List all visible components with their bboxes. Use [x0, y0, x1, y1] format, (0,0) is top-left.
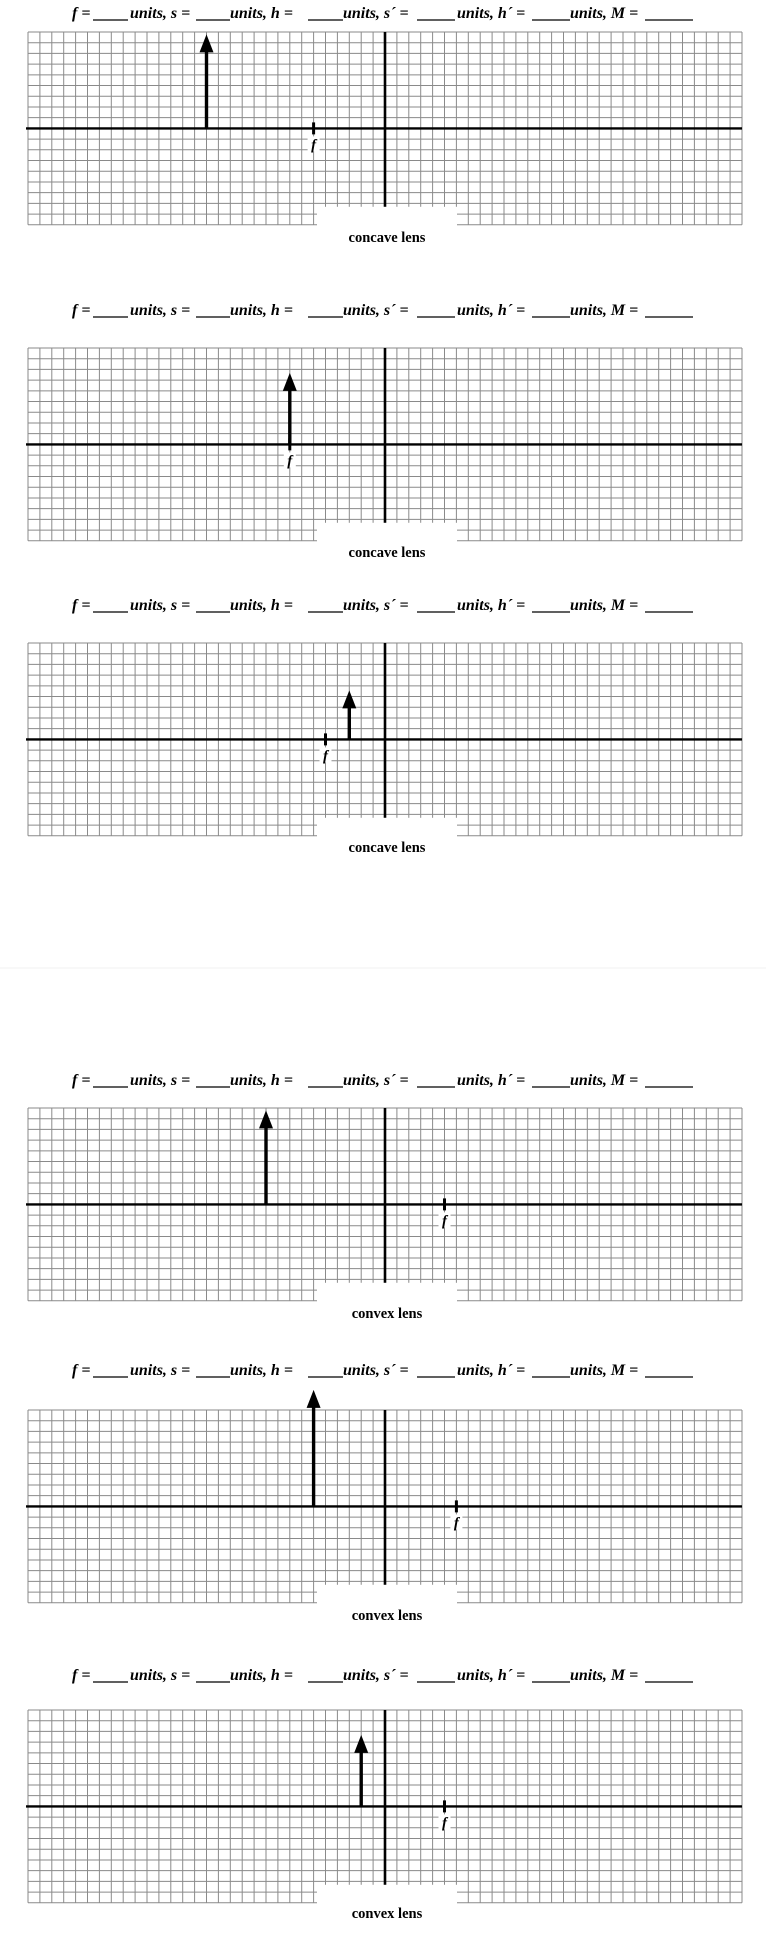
header-h-label: units, h = [230, 1667, 293, 1684]
focal-point-label: f [287, 453, 293, 470]
problem-6 [26, 1667, 742, 1922]
header-h-prime-label: units, h´ = [457, 597, 526, 614]
object-arrow-head [283, 373, 297, 391]
header-m-label: units, M = [570, 597, 639, 614]
lens-type-caption: convex lens [351, 1608, 423, 1624]
lens-type-caption: concave lens [348, 545, 426, 561]
object-arrow-head [354, 1735, 368, 1753]
header-s-label: units, s = [130, 5, 191, 22]
lens-type-caption: convex lens [351, 1306, 423, 1322]
header-m-label: units, M = [570, 1667, 639, 1684]
header-s-label: units, s = [130, 1667, 191, 1684]
lens-type-caption: convex lens [351, 1906, 423, 1922]
header-s-prime-label: units, s´ = [343, 1667, 409, 1684]
header-f-label: f = [72, 597, 91, 614]
header-s-prime-label: units, s´ = [343, 302, 409, 319]
header-m-label: units, M = [570, 5, 639, 22]
header-f-label: f = [72, 1667, 91, 1684]
header-f-label: f = [72, 5, 91, 22]
caption-backdrop [317, 818, 457, 840]
focal-point-label: f [323, 748, 328, 765]
header-h-label: units, h = [230, 597, 293, 614]
object-arrow-head [342, 690, 356, 708]
header-s-prime-label: units, s´ = [343, 5, 409, 22]
header-s-label: units, s = [130, 1362, 191, 1379]
lens-type-caption: concave lens [348, 230, 426, 246]
header-f-label: f = [72, 302, 91, 319]
header-h-prime-label: units, h´ = [457, 5, 526, 22]
header-h-label: units, h = [230, 302, 293, 319]
header-h-prime-label: units, h´ = [457, 1072, 526, 1089]
focal-point-label: f [311, 137, 317, 154]
caption-backdrop [317, 207, 457, 229]
caption-backdrop [317, 523, 457, 545]
header-m-label: units, M = [570, 1072, 639, 1089]
header-s-prime-label: units, s´ = [343, 597, 409, 614]
problem-3 [26, 597, 742, 856]
header-m-label: units, M = [570, 1362, 639, 1379]
caption-backdrop [317, 1585, 457, 1607]
header-s-label: units, s = [130, 597, 191, 614]
header-s-label: units, s = [130, 1072, 191, 1089]
object-arrow-head [259, 1110, 273, 1128]
header-h-prime-label: units, h´ = [457, 302, 526, 319]
header-h-label: units, h = [230, 1072, 293, 1089]
header-f-label: f = [72, 1362, 91, 1379]
header-h-prime-label: units, h´ = [457, 1667, 526, 1684]
header-s-label: units, s = [130, 302, 191, 319]
object-arrow-head [307, 1390, 321, 1408]
header-h-label: units, h = [230, 1362, 293, 1379]
lens-type-caption: concave lens [348, 840, 426, 856]
focal-point-label: f [442, 1815, 447, 1832]
header-m-label: units, M = [570, 302, 639, 319]
header-f-label: f = [72, 1072, 91, 1089]
object-arrow-head [200, 34, 214, 52]
focal-point-label: f [453, 1515, 459, 1532]
header-s-prime-label: units, s´ = [343, 1362, 409, 1379]
caption-backdrop [317, 1885, 457, 1907]
problem-1 [26, 5, 742, 246]
header-h-label: units, h = [230, 5, 293, 22]
problem-4 [26, 1072, 742, 1322]
caption-backdrop [317, 1283, 457, 1305]
focal-point-label: f [442, 1213, 447, 1230]
header-s-prime-label: units, s´ = [343, 1072, 409, 1089]
problem-2 [26, 302, 742, 561]
problem-5 [26, 1362, 742, 1624]
header-h-prime-label: units, h´ = [457, 1362, 526, 1379]
